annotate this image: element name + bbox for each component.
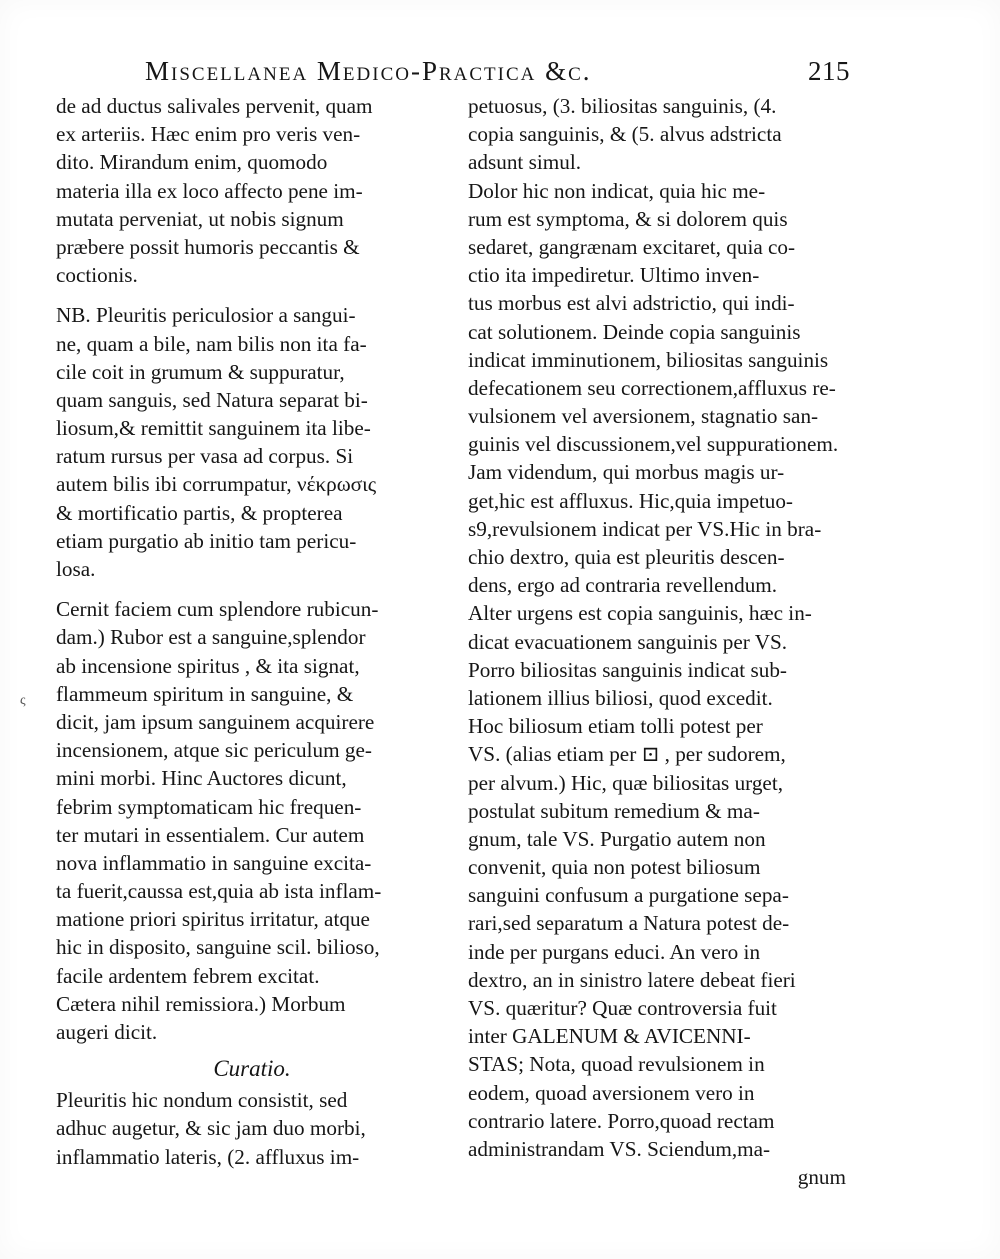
text-line: petuosus, (3. biliositas sanguinis, (4. (468, 94, 777, 118)
text-line: Dolor hic non indicat, quia hic me- (468, 178, 766, 203)
text-line: mini morbi. Hinc Auctores dicunt, (56, 766, 347, 791)
text-line: quam sanguis, sed Natura separat bi- (56, 387, 368, 412)
text-line: augeri dicit. (56, 1020, 158, 1044)
text-line: indicat imminutionem, biliositas sanguinis (468, 347, 829, 372)
text-line: præbere possit humoris peccantis & (56, 234, 360, 259)
text-line: defecationem seu correctionem,affluxus re- (468, 375, 836, 400)
text-line: cat solutionem. Deinde copia sanguinis (468, 319, 801, 344)
text-line: inter GALENUM & AVICENNI- (468, 1024, 751, 1049)
text-line: VS. quæritur? Quæ controversia fuit (468, 996, 777, 1020)
text-line: materia illa ex loco affecto pene im- (56, 178, 363, 203)
text-line: liosum,& remittit sanguinem ita libe- (56, 416, 371, 441)
running-head (145, 56, 850, 87)
text-line: cile coit in grumum & suppuratur, (56, 359, 345, 384)
text-line: per alvum.) Hic, quæ biliositas urget, (468, 770, 784, 795)
text-line: losa. (56, 557, 96, 581)
text-line: contrario latere. Porro,quoad rectam (468, 1108, 775, 1133)
text-line: VS. (alias etiam per ⊡ , per sudorem, (468, 742, 786, 767)
text-line: dens, ergo ad contraria revellendum. (468, 573, 778, 598)
text-line: ctio ita impediretur. Ultimo inven- (468, 263, 760, 288)
text-line: lationem illius biliosi, quod excedit. (468, 685, 773, 710)
text-line: inflammatio lateris, (2. affluxus im- (56, 1144, 360, 1169)
text-line: de ad ductus salivales pervenit, quam (56, 94, 373, 118)
running-title: Miscellanea Medico-Practica &c. (145, 56, 592, 86)
text-line: Cætera nihil remissiora.) Morbum (56, 991, 346, 1016)
text-line: incensionem, atque sic periculum ge- (56, 738, 372, 763)
text-line: matione priori spiritus irritatur, atque (56, 907, 370, 932)
text-line: tus morbus est alvi adstrictio, qui indi- (468, 291, 795, 316)
text-line: guinis vel discussionem,vel suppurationem. (468, 432, 839, 457)
text-line: Pleuritis hic nondum consistit, sed (56, 1088, 348, 1113)
text-line: get,hic est affluxus. Hic,quia impetuo- (468, 488, 793, 513)
text-line: dextro, an in sinistro latere debeat fieri (468, 967, 796, 992)
text-line: administrandam VS. Sciendum,ma- (468, 1136, 771, 1161)
paragraph-gap (56, 583, 448, 595)
text-line: rum est symptoma, & si dolorem quis (468, 206, 788, 231)
text-line: rari,sed separatum a Natura potest de- (468, 911, 790, 936)
page-number: 215 (808, 56, 850, 86)
right-column (468, 92, 846, 1191)
text-line: STAS; Nota, quoad revulsionem in (468, 1052, 765, 1077)
text-line: dam.) Rubor est a sanguine,splendor (56, 625, 366, 650)
text-line: mutata perveniat, ut nobis signum (56, 206, 344, 231)
left-column (56, 92, 448, 1171)
text-line: dicit, jam ipsum sanguinem acquirere (56, 709, 375, 734)
text-line: Cernit faciem cum splendore rubicun- (56, 597, 379, 622)
text-line: Jam videndum, qui morbus magis ur- (468, 460, 785, 485)
text-line: s9,revulsionem indicat per VS.Hic in bra- (468, 516, 822, 541)
text-line: nova inflammatio in sanguine excita- (56, 850, 372, 875)
text-line: etiam purgatio ab initio tam pericu- (56, 528, 357, 553)
text-line: flammeum spiritum in sanguine, & (56, 681, 354, 706)
text-line: postulat subitum remedium & ma- (468, 798, 760, 823)
text-line: ter mutari in essentialem. Cur autem (56, 822, 365, 847)
text-line: gnum, tale VS. Purgatio autem non (468, 826, 766, 851)
paragraph-gap (56, 289, 448, 301)
section-heading: Curatio. (213, 1056, 291, 1082)
text-line: convenit, quia non potest biliosum (468, 855, 761, 880)
text-line: vulsionem vel aversionem, stagnatio san- (468, 404, 819, 429)
text-line: dicat evacuationem sanguinis per VS. (468, 629, 788, 654)
text-line: NB. Pleuritis periculosior a sangui- (56, 303, 356, 328)
text-line: ratum rursus per vasa ad corpus. Si (56, 444, 354, 469)
text-line: ab incensione spiritus , & ita signat, (56, 653, 360, 678)
text-line: facile ardentem febrem excitat. (56, 963, 320, 988)
margin-mark: ς (20, 693, 26, 708)
text-line: & mortificatio partis, & propterea (56, 500, 343, 525)
text-line: chio dextro, quia est pleuritis descen- (468, 545, 785, 569)
text-line: Porro biliositas sanguinis indicat sub- (468, 657, 787, 682)
text-line: sedaret, gangrænam excitaret, quia co- (468, 234, 796, 259)
text-line: ne, quam a bile, nam bilis non ita fa- (56, 331, 367, 356)
text-line: ta fuerit,caussa est,quia ab ista inflam- (56, 879, 382, 904)
text-line: adsunt simul. (468, 150, 582, 175)
text-line: inde per purgans educi. An vero in (468, 939, 761, 964)
text-line: Alter urgens est copia sanguinis, hæc in- (468, 601, 812, 626)
text-line: ex arteriis. Hæc enim pro veris ven- (56, 122, 361, 147)
text-line: dito. Mirandum enim, quomodo (56, 150, 328, 175)
text-line: febrim symptomaticam hic frequen- (56, 794, 362, 819)
text-line: coctionis. (56, 263, 138, 288)
text-line: eodem, quoad aversionem vero in (468, 1080, 755, 1105)
catchword: gnum (797, 1165, 846, 1190)
text-line: sanguini confusum a purgatione sepa- (468, 883, 789, 908)
text-line: adhuc augetur, & sic jam duo morbi, (56, 1116, 366, 1141)
text-line: hic in disposito, sanguine scil. bilioso, (56, 935, 380, 960)
text-line: autem bilis ibi corrumpatur, νέκρωσις (56, 472, 377, 497)
text-line: Hoc biliosum etiam tolli potest per (468, 714, 763, 739)
text-line: copia sanguinis, & (5. alvus adstricta (468, 122, 782, 147)
